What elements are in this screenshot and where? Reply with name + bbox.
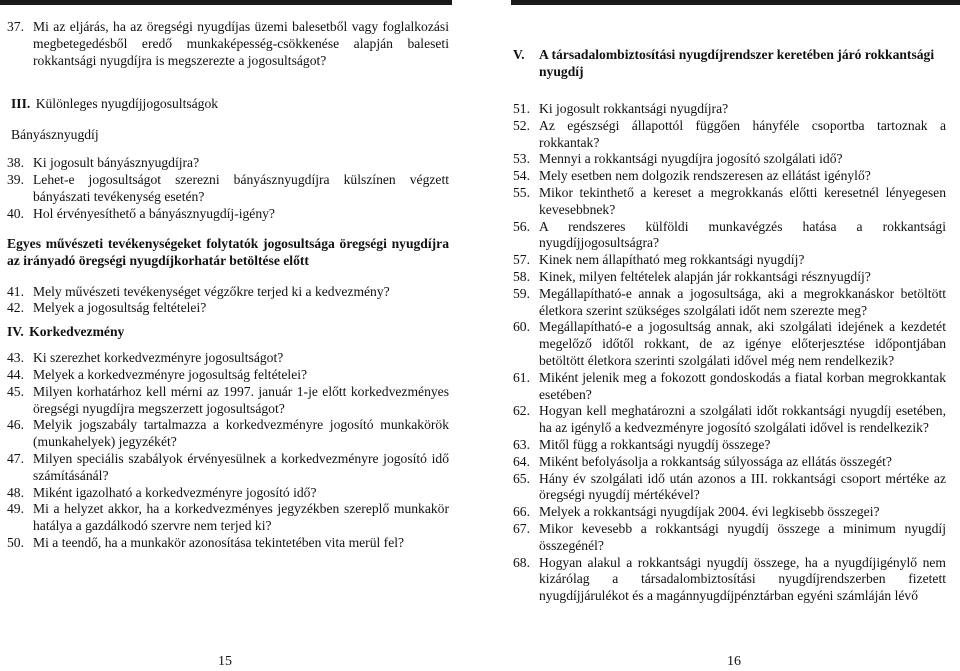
section-heading-iv — [7, 323, 449, 340]
question-39 — [7, 172, 449, 206]
question-number: 57. — [513, 252, 530, 268]
question-number: 66. — [513, 504, 530, 520]
question-58 — [513, 269, 946, 286]
section-title: Különleges nyugdíjjogosultságok — [35, 96, 219, 112]
question-text: Ki jogosult bányásznyugdíjra? — [33, 155, 200, 171]
question-text: Megállapítható-e a jogosultság annak, aki szolgálati idejének a kezdetét megelőző időtől rokkant, de az igénye előterjesztése időpontjában betöltött életkora szerinti szolgálati idővel még nem rendelkezik? — [539, 319, 946, 368]
question-50 — [7, 535, 449, 552]
question-38 — [7, 155, 449, 172]
question-number: 58. — [513, 268, 530, 284]
question-number: 55. — [513, 184, 530, 200]
question-text: Hány év szolgálati idő után azonos a III. rokkantsági csoport mértéke az öregségi nyugdíj mértékével? — [539, 470, 946, 503]
question-text: Melyik jogszabály tartalmazza a korkedvezményre jogosító munkakörök (munkahelyek) jegyzékét? — [33, 417, 449, 450]
question-text: Miként igazolható a korkedvezményre jogosító idő? — [33, 484, 317, 500]
question-number: 56. — [513, 218, 530, 234]
question-60 — [513, 319, 946, 369]
question-text: Mikor kevesebb a rokkantsági nyugdíj összege a minimum nyugdíj összegénél? — [539, 520, 946, 553]
question-number: 53. — [513, 151, 530, 167]
section-number: V. — [513, 47, 525, 62]
question-52 — [513, 118, 946, 152]
question-text: Kinek nem állapítható meg rokkantsági nyugdíj? — [539, 252, 805, 268]
question-text: Milyen korhatárhoz kell mérni az 1997. január 1-je előtt korkedvezményes öregségi nyugdíjra megszerzett jogosultságot? — [33, 383, 449, 416]
question-text: Mi a helyzet akkor, ha a korkedvezményes jegyzékben szereplő munkakör hatálya a gazdálkodó szervre nem terjed ki? — [33, 501, 449, 534]
question-number: 48. — [7, 484, 24, 500]
question-number: 47. — [7, 450, 24, 466]
question-text: Milyen speciális szabályok érvényesülnek a korkedvezményre jogosító idő számításánál? — [33, 450, 449, 483]
question-number: 41. — [7, 283, 24, 299]
question-text: Miként jelenik meg a fokozott gondoskodás a fiatal korban megrokkantak esetében? — [539, 369, 946, 402]
question-37 — [7, 19, 449, 69]
section-number: IV. — [7, 324, 24, 340]
question-text: Hogyan alakul a rokkantsági nyugdíj összege, ha a nyugdíjigénylő nem kizárólag a társadalombiztosítási nyugdíjrendszerben fizetett nyugdíjjárulékot és a magánnyugdíjpénztárban egyéni számláján lévő — [539, 554, 946, 604]
question-number: 59. — [513, 285, 530, 301]
question-41 — [7, 284, 449, 301]
question-68 — [513, 555, 946, 605]
question-number: 45. — [7, 383, 24, 399]
question-number: 67. — [513, 520, 530, 536]
question-54 — [513, 168, 946, 185]
question-number: 60. — [513, 319, 530, 335]
question-65 — [513, 471, 946, 505]
question-57 — [513, 252, 946, 269]
question-number: 39. — [7, 172, 24, 188]
art-section-heading: Egyes művészeti tevékenységeket folytatók jogosultsága öregségi nyugdíjra az irányadó öregségi nyugdíjkorhatár betöltése előtt — [7, 235, 449, 269]
question-text: Melyek a rokkantsági nyugdíjak 2004. évi legkisebb összegei? — [539, 504, 880, 520]
question-49 — [7, 501, 449, 535]
question-56 — [513, 219, 946, 253]
question-42 — [7, 300, 449, 317]
question-number: 44. — [7, 366, 24, 382]
question-text: Mennyi a rokkantsági nyugdíjra jogosító szolgálati idő? — [539, 151, 843, 167]
section-number: III. — [11, 96, 31, 112]
question-text: Ki jogosult rokkantsági nyugdíjra? — [539, 101, 729, 116]
page-number-right: 16 — [727, 654, 741, 669]
question-text: Mi a teendő, ha a munkakör azonosítása tekintetében vita merül fel? — [33, 534, 405, 550]
question-48 — [7, 485, 449, 502]
section-title: A társadalombiztosítási nyugdíjrendszer keretében járó rokkantsági nyugdíj — [539, 47, 935, 79]
question-64 — [513, 454, 946, 471]
question-text: Mely esetben nem dolgozik rendszeresen az ellátást igénylő? — [539, 168, 871, 184]
question-number: 54. — [513, 168, 530, 184]
question-text: Kinek, milyen feltételek alapján jár rokkantsági résznyugdíj? — [539, 268, 871, 284]
question-number: 65. — [513, 470, 530, 486]
question-number: 68. — [513, 554, 530, 570]
subsection-heading: Bányásznyugdíj — [11, 127, 99, 143]
question-51 — [513, 101, 946, 118]
question-62 — [513, 403, 946, 437]
question-text: Hol érvényesíthető a bányásznyugdíj-igény? — [33, 205, 275, 221]
top-border-right — [511, 0, 960, 5]
question-text: Ki szerezhet korkedvezményre jogosultságot? — [33, 350, 284, 366]
question-44 — [7, 367, 449, 384]
question-number: 38. — [7, 155, 24, 171]
question-text: Mikor tekinthető a kereset a megrokkanás előtti keresetnél lényegesen kevesebbnek? — [539, 184, 946, 217]
question-text: Mely művészeti tevékenységet végzőkre terjed ki a kedvezmény? — [33, 283, 390, 299]
left-page-column — [7, 19, 449, 552]
question-text: Miként befolyásolja a rokkantság súlyossága az ellátás összegét? — [539, 453, 892, 469]
question-number: 64. — [513, 453, 530, 469]
question-number: 52. — [513, 117, 530, 133]
question-number: 43. — [7, 350, 24, 366]
question-number: 46. — [7, 417, 24, 433]
top-border-left — [0, 0, 452, 5]
question-text: Hogyan kell meghatározni a szolgálati időt rokkantsági nyugdíj esetében, ha az igénylő a kedvezményre jogosító szolgálati idővel is rendelkezik? — [539, 403, 946, 436]
question-text: Az egészségi állapottól függően hányféle csoportba tartoznak a rokkantak? — [539, 117, 946, 150]
question-43 — [7, 350, 449, 367]
question-number: 51. — [513, 101, 530, 116]
question-47 — [7, 451, 449, 485]
question-number: 61. — [513, 369, 530, 385]
question-number: 42. — [7, 300, 24, 316]
question-number: 37. — [7, 19, 24, 34]
question-55 — [513, 185, 946, 219]
section-heading-v — [513, 46, 946, 80]
page-number-left: 15 — [218, 654, 232, 669]
question-text: Melyek a korkedvezményre jogosultság feltételei? — [33, 366, 308, 382]
question-text: Mi az eljárás, ha az öregségi nyugdíjas üzemi balesetből vagy foglalkozási megbetegedésből eredő munkaképesség-csökkenése alapján baleseti rokkantsági nyugdíjra is megszerezte a jogosultságot? — [33, 19, 449, 68]
question-number: 40. — [7, 205, 24, 221]
question-66 — [513, 504, 946, 521]
question-number: 62. — [513, 403, 530, 419]
question-number: 49. — [7, 501, 24, 517]
question-53 — [513, 151, 946, 168]
right-page-column — [513, 46, 946, 605]
question-number: 63. — [513, 436, 530, 452]
question-number: 50. — [7, 534, 24, 550]
question-61 — [513, 370, 946, 404]
question-40 — [7, 206, 449, 223]
question-63 — [513, 437, 946, 454]
question-46 — [7, 417, 449, 451]
question-text: Mitől függ a rokkantsági nyugdíj összege? — [539, 436, 771, 452]
section-heading-iii — [7, 95, 449, 112]
question-text: Lehet-e jogosultságot szerezni bányásznyugdíjra külszínen végzett bányászati tevékenység esetén? — [33, 172, 449, 204]
question-text: A rendszeres külföldi munkavégzés hatása a rokkantsági nyugdíjjogosultságra? — [539, 218, 946, 251]
question-67 — [513, 521, 946, 555]
question-45 — [7, 384, 449, 418]
question-59 — [513, 286, 946, 320]
question-text: Melyek a jogosultság feltételei? — [33, 300, 207, 316]
section-title: Korkedvezmény — [29, 324, 125, 340]
question-text: Megállapítható-e annak a jogosultsága, aki a megrokkanáskor betöltött életkora szerint szükséges szolgálati időt nem szerezte meg? — [539, 285, 946, 318]
